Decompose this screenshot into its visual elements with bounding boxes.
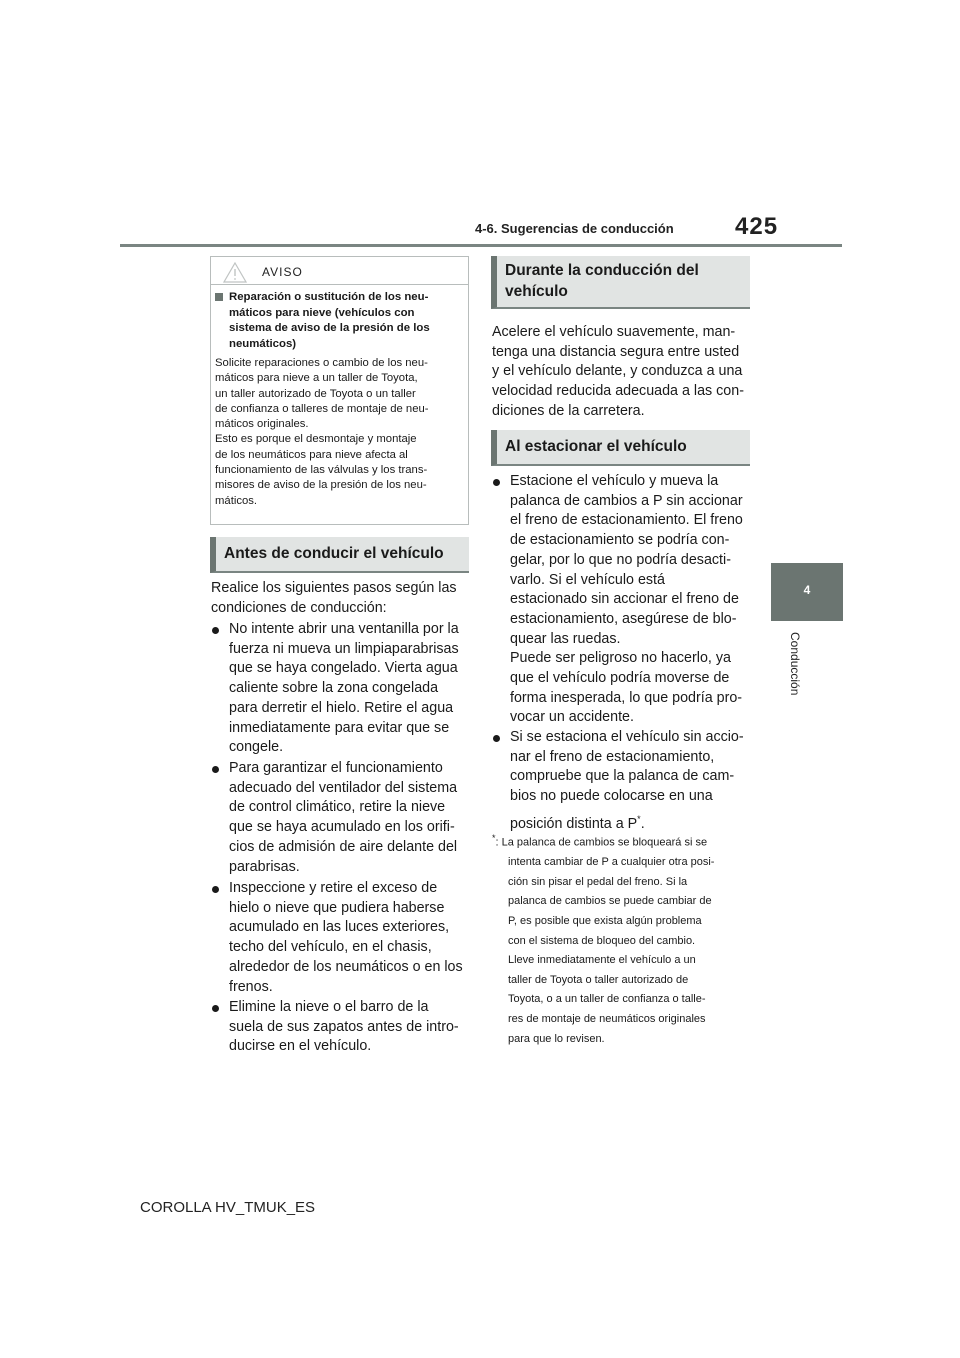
line: palanca de cambios a P sin accionar	[510, 492, 743, 509]
list-item-text	[229, 998, 459, 1057]
footnote-line: P, es posible que exista algún problema	[508, 915, 702, 928]
warning-heading-line: sistema de aviso de la presión de los	[229, 322, 430, 334]
line: que se haya acumulado en los orifi-	[229, 819, 455, 836]
warning-heading-line: neumáticos)	[229, 337, 297, 350]
line: frenos.	[229, 978, 273, 995]
line-text: posición distinta a P	[510, 815, 638, 832]
list-item	[212, 759, 472, 879]
intro-line: Realice los siguientes pasos según las	[211, 580, 457, 596]
section-during-header	[491, 256, 750, 309]
line: velocidad reducida adecuada a las con-	[492, 383, 744, 400]
list-item	[212, 998, 472, 1058]
line: Inspeccione y retire el exceso de	[229, 880, 438, 896]
list-item-text	[510, 728, 744, 834]
intro-line: condiciones de conducción:	[211, 599, 387, 616]
bullet-dot	[212, 627, 219, 634]
line: de control climático, retire la nieve	[229, 799, 446, 816]
chapter-number: 4	[803, 583, 811, 597]
line-end: .	[640, 815, 645, 832]
line: Elimine la nieve o el barro de la	[229, 999, 429, 1015]
document-id: COROLLA HV_TMUK_ES	[140, 1199, 316, 1216]
warning-divider	[210, 284, 469, 285]
line: para derretir el hielo. Retire el agua	[229, 699, 454, 716]
section-parking-title: Al estacionar el vehículo	[505, 438, 687, 455]
footnote-line: Lleve inmediatamente el vehículo a un	[508, 954, 696, 967]
warning-body-line: de los neumáticos para nieve afecta al	[215, 448, 408, 461]
line: Acelere el vehículo suavemente, man-	[492, 324, 736, 340]
footnote-mark: *	[492, 833, 496, 843]
footnote	[492, 829, 754, 1049]
section-during-title	[505, 260, 699, 302]
line: bios no puede colocarse en una	[510, 788, 713, 805]
warning-heading-line: Reparación o sustitución de los neu-	[229, 291, 429, 303]
list-item	[212, 879, 472, 999]
line: Si se estaciona el vehículo sin accio-	[510, 729, 744, 745]
line: suela de sus zapatos antes de intro-	[229, 1018, 459, 1035]
line: el freno de estacionamiento. El freno	[510, 512, 743, 529]
line: alrededor de los neumáticos o en los	[229, 958, 463, 975]
footnote-ref: *	[637, 813, 641, 824]
line: y el vehículo delante, y conduzca a una	[492, 363, 743, 380]
warning-body-line: funcionamiento de las válvulas y los trans-	[215, 464, 428, 477]
footnote-line: taller de Toyota o taller autorizado de	[508, 973, 689, 986]
bullet-dot	[493, 735, 500, 742]
section-during-body	[492, 323, 754, 422]
line: caliente sobre la zona congelada	[229, 680, 439, 697]
line: que el vehículo podría moverse de	[510, 670, 730, 687]
footnote-line: intenta cambiar de P a cualquier otra posi-	[508, 856, 715, 869]
warning-body-line: máticos.	[215, 494, 258, 507]
warning-body-line: Esto es porque el desmontaje y montaje	[215, 433, 417, 446]
list-item	[493, 472, 755, 732]
warning-title: AVISO	[262, 265, 303, 279]
footnote-text: : La palanca de cambios se bloqueará si se	[495, 836, 708, 849]
warning-body-line: de confianza o talleres de montaje de neu-	[215, 402, 429, 415]
line: compruebe que la palanca de cam-	[510, 768, 735, 785]
footnote-line: res de montaje de neumáticos originales	[508, 1013, 706, 1025]
line: inmediatamente para evitar que se	[229, 719, 450, 736]
line: Estacione el vehículo y mueva la	[510, 473, 719, 489]
bullet-dot	[493, 479, 500, 486]
line: estacionado sin accionar el freno de	[510, 591, 739, 608]
list-item-text	[229, 620, 459, 758]
line: de estacionamiento se podría con-	[510, 532, 730, 549]
line: congele.	[229, 739, 284, 756]
line: diciones de la carretera.	[492, 402, 645, 419]
line: vocar un accidente.	[510, 709, 634, 726]
warning-heading	[229, 290, 461, 352]
line: fuerza ni mueva un limpiaparabrisas	[229, 640, 459, 657]
line: cios de admisión de aire delante del	[229, 838, 458, 855]
list-item	[212, 620, 472, 760]
title-line: Durante la conducción del	[505, 262, 699, 279]
line: gelar, por lo que no podría desacti-	[510, 551, 731, 568]
warning-triangle-icon	[223, 262, 247, 283]
bullet-dot	[212, 1005, 219, 1012]
line: Para garantizar el funcionamiento	[229, 760, 443, 776]
warning-heading-line: máticos para nieve (vehículos con	[229, 306, 415, 319]
section-before-header	[210, 537, 469, 573]
list-item-text	[229, 759, 457, 877]
line: acumulado en las luces exteriores,	[229, 919, 450, 936]
line: varlo. Si el vehículo está	[510, 571, 665, 588]
footnote-line: Toyota, o a un taller de confianza o talle-	[508, 993, 706, 1006]
line: forma inesperada, lo que podría pro-	[510, 689, 743, 706]
warning-heading-marker	[215, 293, 223, 301]
section-parking-header	[491, 430, 750, 466]
footnote-line: palanca de cambios se puede cambiar de	[508, 895, 712, 908]
footnote-line	[492, 829, 754, 853]
line: ducirse en el vehículo.	[229, 1038, 372, 1055]
line: tenga una distancia segura entre usted	[492, 343, 740, 360]
line: hielo o nieve que pudiera haberse	[229, 899, 445, 916]
chapter-tab	[771, 563, 843, 621]
line: quear las ruedas.	[510, 630, 621, 647]
line: techo del vehículo, en el chasis,	[229, 939, 432, 956]
footnote-line: ción sin pisar el pedal del freno. Si la	[508, 875, 688, 888]
warning-body	[215, 356, 465, 509]
warning-body-line: máticos originales.	[215, 418, 309, 431]
footnote-line: para que lo revisen.	[508, 1032, 605, 1045]
section-before-intro	[211, 579, 471, 618]
line: Puede ser peligroso no hacerlo, ya	[510, 650, 731, 667]
line: No intente abrir una ventanilla por la	[229, 621, 459, 637]
footnote-line: con el sistema de bloqueo del cambio.	[508, 934, 696, 947]
line: nar el freno de estacionamiento,	[510, 748, 715, 765]
header-rule	[120, 244, 842, 247]
section-before-title: Antes de conducir el vehículo	[224, 545, 444, 562]
list-item-text	[229, 879, 463, 997]
page-number: 425	[735, 213, 779, 240]
line: estacionamiento, asegúrese de blo-	[510, 610, 737, 627]
warning-body-line: misores de aviso de la presión de los neu-	[215, 479, 427, 492]
list-item	[493, 728, 755, 833]
section-header: 4-6. Sugerencias de conducción	[475, 221, 674, 236]
line: parabrisas.	[229, 858, 300, 875]
chapter-title: Conducción	[788, 632, 802, 696]
bullet-dot	[212, 766, 219, 773]
bullet-dot	[212, 886, 219, 893]
warning-body-line: un taller autorizado de Toyota o un taller	[215, 387, 416, 400]
warning-body-line: Solicite reparaciones o cambio de los neu-	[215, 357, 428, 369]
list-item-text	[510, 472, 743, 728]
line: adecuado del ventilador del sistema	[229, 779, 458, 796]
warning-body-line: máticos para nieve a un taller de Toyota,	[215, 372, 418, 385]
title-line: vehículo	[505, 283, 568, 300]
line: que se haya congelado. Vierta agua	[229, 660, 458, 677]
